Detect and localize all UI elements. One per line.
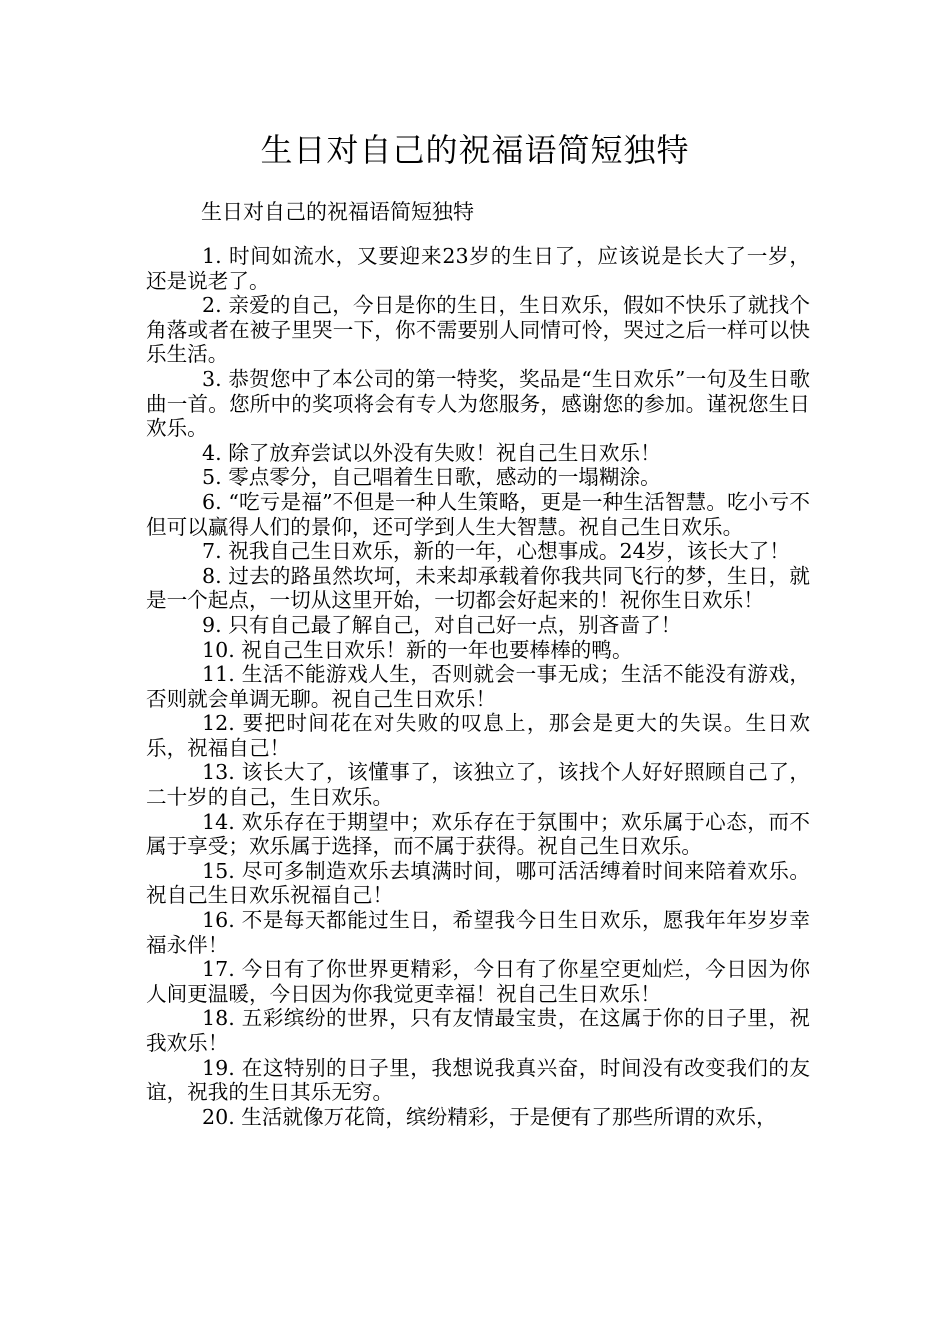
list-item: 15. 尽可多制造欢乐去填满时间，哪可活活缚着时间来陪着欢乐。祝自己生日欢乐祝福自己！	[146, 858, 810, 908]
list-item: 9. 只有自己最了解自己，对自己好一点，别吝啬了！	[202, 612, 682, 637]
list-item: 17. 今日有了你世界更精彩，今日有了你星空更灿烂，今日因为你人间更温暖，今日因为你我觉更幸福！祝自己生日欢乐！	[146, 957, 810, 1006]
list-item: 5. 零点零分，自己唱着生日歌，感动的一塌糊涂。	[202, 465, 661, 490]
list-item: 14. 欢乐存在于期望中；欢乐存在于氛围中；欢乐属于心态，而不属于享受；欢乐属于选择，而不属于获得。祝自己生日欢乐。	[146, 809, 810, 859]
list-item: 4. 除了放弃尝试以外没有失败！祝自己生日欢乐！	[202, 440, 661, 465]
list-item: 11. 生活不能游戏人生，否则就会一事无成；生活不能没有游戏，否则就会单调无聊。祝自己生日欢乐！	[146, 662, 810, 711]
list-item: 16. 不是每天都能过生日，希望我今日生日欢乐，愿我年年岁岁幸福永伴！	[146, 908, 810, 957]
list-item: 20. 生活就像万花筒，缤纷精彩，于是便有了那些所谓的欢乐，	[202, 1104, 777, 1129]
document-subtitle: 生日对自己的祝福语简短独特	[201, 200, 474, 224]
list-item: 10. 祝自己生日欢乐！新的一年也要棒棒的鸭。	[202, 637, 633, 662]
list-item: 1. 时间如流水，又要迎来23岁的生日了，应该说是长大了一岁，还是说老了。	[146, 244, 810, 293]
list-item: 13. 该长大了，该懂事了，该独立了，该找个人好好照顾自己了，二十岁的自己，生日欢乐。	[146, 760, 810, 810]
list-item: 18. 五彩缤纷的世界，只有友情最宝贵，在这属于你的日子里，祝我欢乐！	[146, 1006, 810, 1055]
list-item: 12. 要把时间花在对失败的叹息上，那会是更大的失误。生日欢乐，祝福自己！	[146, 711, 810, 760]
list-item: 8. 过去的路虽然坎坷，未来却承载着你我共同飞行的梦，生日，就是一个起点，一切从这里开始，一切都会好起来的！祝你生日欢乐！	[146, 563, 810, 613]
list-item: 3. 恭贺您中了本公司的第一特奖，奖品是“生日欢乐”一句及生日歌曲一首。您所中的奖项将会有专人为您服务，感谢您的参加。谨祝您生日欢乐。	[146, 366, 810, 441]
list-item: 2. 亲爱的自己，今日是你的生日，生日欢乐，假如不快乐了就找个角落或者在被子里哭一下，你不需要别人同情可怜，哭过之后一样可以快乐生活。	[146, 293, 810, 367]
list-item: 6. “吃亏是福”不但是一种人生策略，更是一种生活智慧。吃小亏不但可以赢得人们的景仰，还可学到人生大智慧。祝自己生日欢乐。	[146, 489, 810, 539]
blessing-list	[146, 244, 810, 1129]
document-title: 生日对自己的祝福语简短独特	[260, 131, 690, 169]
list-item: 7. 祝我自己生日欢乐，新的一年，心想事成。24岁，该长大了！	[202, 539, 790, 564]
list-item: 19. 在这特别的日子里，我想说我真兴奋，时间没有改变我们的友谊，祝我的生日其乐无穷。	[146, 1055, 810, 1105]
